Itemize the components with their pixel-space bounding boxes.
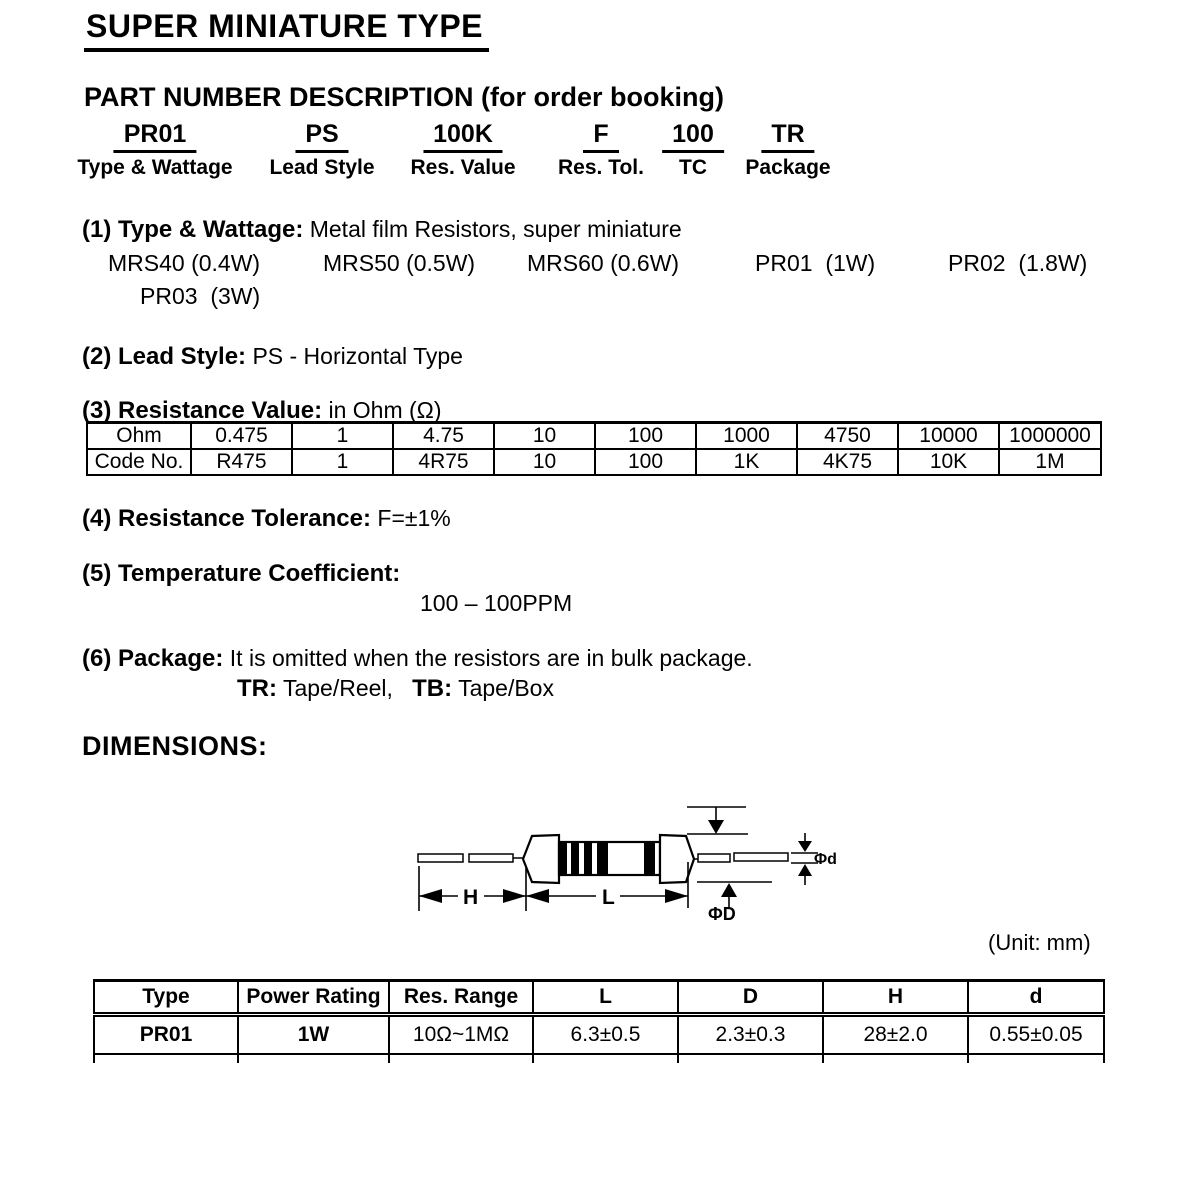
section-text: F=±1%	[377, 505, 451, 531]
cell: 1K	[696, 449, 797, 475]
cell: 10	[494, 449, 595, 475]
cell: 1000000	[999, 423, 1101, 450]
resistor-body	[523, 835, 694, 883]
section-text: It is omitted when the resistors are in bulk package.	[229, 645, 753, 671]
pn-label: TC	[679, 156, 707, 179]
cell: 4K75	[797, 449, 898, 475]
pn-label: Res. Tol.	[558, 156, 644, 179]
table-row-pr01	[94, 1015, 1104, 1055]
column-header: Power Rating	[238, 981, 389, 1015]
resistance-value-table	[86, 421, 1102, 476]
pn-segment-package	[745, 120, 830, 180]
dim-body-diameter-marker	[687, 807, 772, 924]
row-header: Ohm	[87, 423, 191, 450]
pn-code: 100	[662, 120, 724, 153]
section-heading: (5) Temperature Coefficient:	[82, 560, 401, 587]
cell: 6.3±0.5	[533, 1015, 678, 1055]
column-header: Type	[94, 981, 238, 1015]
page-title: SUPER MINIATURE TYPE	[84, 8, 489, 52]
pn-label: Type & Wattage	[77, 156, 233, 179]
cell: 100	[595, 449, 696, 475]
package-tb-label: TB:	[412, 675, 453, 702]
part-number-heading: PART NUMBER DESCRIPTION (for order booking)	[84, 82, 724, 112]
cell: 28±2.0	[823, 1015, 968, 1055]
type-item: PR03 (3W)	[140, 283, 261, 309]
pn-code: 100K	[423, 120, 503, 153]
pn-segment-res-tol	[558, 120, 644, 180]
package-tr-text: Tape/Reel,	[282, 675, 393, 701]
cell: 4750	[797, 423, 898, 450]
dimensions-table	[93, 979, 1105, 1063]
cell: 1	[292, 423, 393, 450]
pn-segment-res-value	[410, 120, 515, 180]
table-cutoff-row	[94, 1054, 1104, 1063]
cell: 4R75	[393, 449, 494, 475]
temp-coefficient-value: 100 – 100PPM	[420, 590, 573, 616]
section-text: PS - Horizontal Type	[252, 343, 463, 369]
pn-label: Package	[745, 156, 831, 179]
type-item: MRS40 (0.4W)	[108, 250, 261, 276]
dim-lead-diameter-marker	[791, 833, 837, 885]
type-item: MRS50 (0.5W)	[323, 250, 476, 276]
cell: 0.475	[191, 423, 292, 450]
package-options	[237, 675, 554, 703]
dimensions-heading: DIMENSIONS:	[82, 731, 268, 761]
section-heading: (3) Resistance Value:	[82, 397, 323, 424]
pn-segment-tc	[662, 120, 724, 180]
cell: 1W	[238, 1015, 389, 1055]
cell: 1M	[999, 449, 1101, 475]
type-item: PR02 (1.8W)	[948, 250, 1088, 276]
unit-note: (Unit: mm)	[988, 930, 1091, 955]
cell: 2.3±0.3	[678, 1015, 823, 1055]
cell: PR01	[94, 1015, 238, 1055]
cell: 10K	[898, 449, 999, 475]
pn-label: Lead Style	[269, 156, 375, 179]
pn-code: F	[583, 120, 618, 153]
dim-l-label: L	[602, 886, 615, 909]
cell: 10000	[898, 423, 999, 450]
color-band	[571, 841, 579, 876]
section-text: Metal film Resistors, super miniature	[309, 216, 682, 242]
section-lead-style	[82, 343, 463, 371]
section-text: in Ohm (Ω)	[328, 397, 442, 423]
section-temp-coefficient	[82, 560, 400, 588]
lead-left	[418, 854, 523, 862]
dim-d-lead-label: Φd	[814, 851, 837, 868]
pn-code: TR	[761, 120, 814, 153]
color-band	[597, 841, 608, 876]
section-package	[82, 645, 753, 673]
cell: 0.55±0.05	[968, 1015, 1104, 1055]
resistor-dimension-diagram	[400, 788, 1100, 928]
pn-code: PS	[295, 120, 348, 153]
dim-h-arrow	[419, 866, 526, 911]
type-item: PR01 (1W)	[755, 250, 876, 276]
table-row-code	[87, 449, 1101, 475]
column-header: D	[678, 981, 823, 1015]
cell: 1	[292, 449, 393, 475]
pn-segment-type-wattage	[77, 120, 232, 180]
table-row-ohm	[87, 423, 1101, 450]
section-heading: (1) Type & Wattage:	[82, 216, 304, 243]
dim-d-body-label: ΦD	[708, 904, 736, 924]
column-header: d	[968, 981, 1104, 1015]
cell: 10Ω~1MΩ	[389, 1015, 533, 1055]
section-type-wattage	[82, 216, 682, 244]
column-header: H	[823, 981, 968, 1015]
pn-segment-lead-style	[269, 120, 374, 180]
lead-right	[694, 853, 788, 862]
cell: 4.75	[393, 423, 494, 450]
package-tr-label: TR:	[237, 675, 277, 702]
row-header: Code No.	[87, 449, 191, 475]
column-header: Res. Range	[389, 981, 533, 1015]
table-header-row	[94, 981, 1104, 1015]
color-band	[584, 841, 592, 876]
pn-label: Res. Value	[410, 156, 516, 179]
section-heading: (6) Package:	[82, 645, 224, 672]
color-band	[558, 841, 567, 876]
cell: R475	[191, 449, 292, 475]
cell: 1000	[696, 423, 797, 450]
pn-code: PR01	[114, 120, 197, 153]
color-band	[644, 841, 655, 876]
column-header: L	[533, 981, 678, 1015]
section-heading: (2) Lead Style:	[82, 343, 247, 370]
section-heading: (4) Resistance Tolerance:	[82, 505, 371, 532]
type-item: MRS60 (0.6W)	[527, 250, 680, 276]
section-resistance-tolerance	[82, 505, 451, 533]
dim-h-label: H	[463, 886, 479, 909]
package-tb-text: Tape/Box	[458, 675, 554, 701]
cell: 100	[595, 423, 696, 450]
cell: 10	[494, 423, 595, 450]
